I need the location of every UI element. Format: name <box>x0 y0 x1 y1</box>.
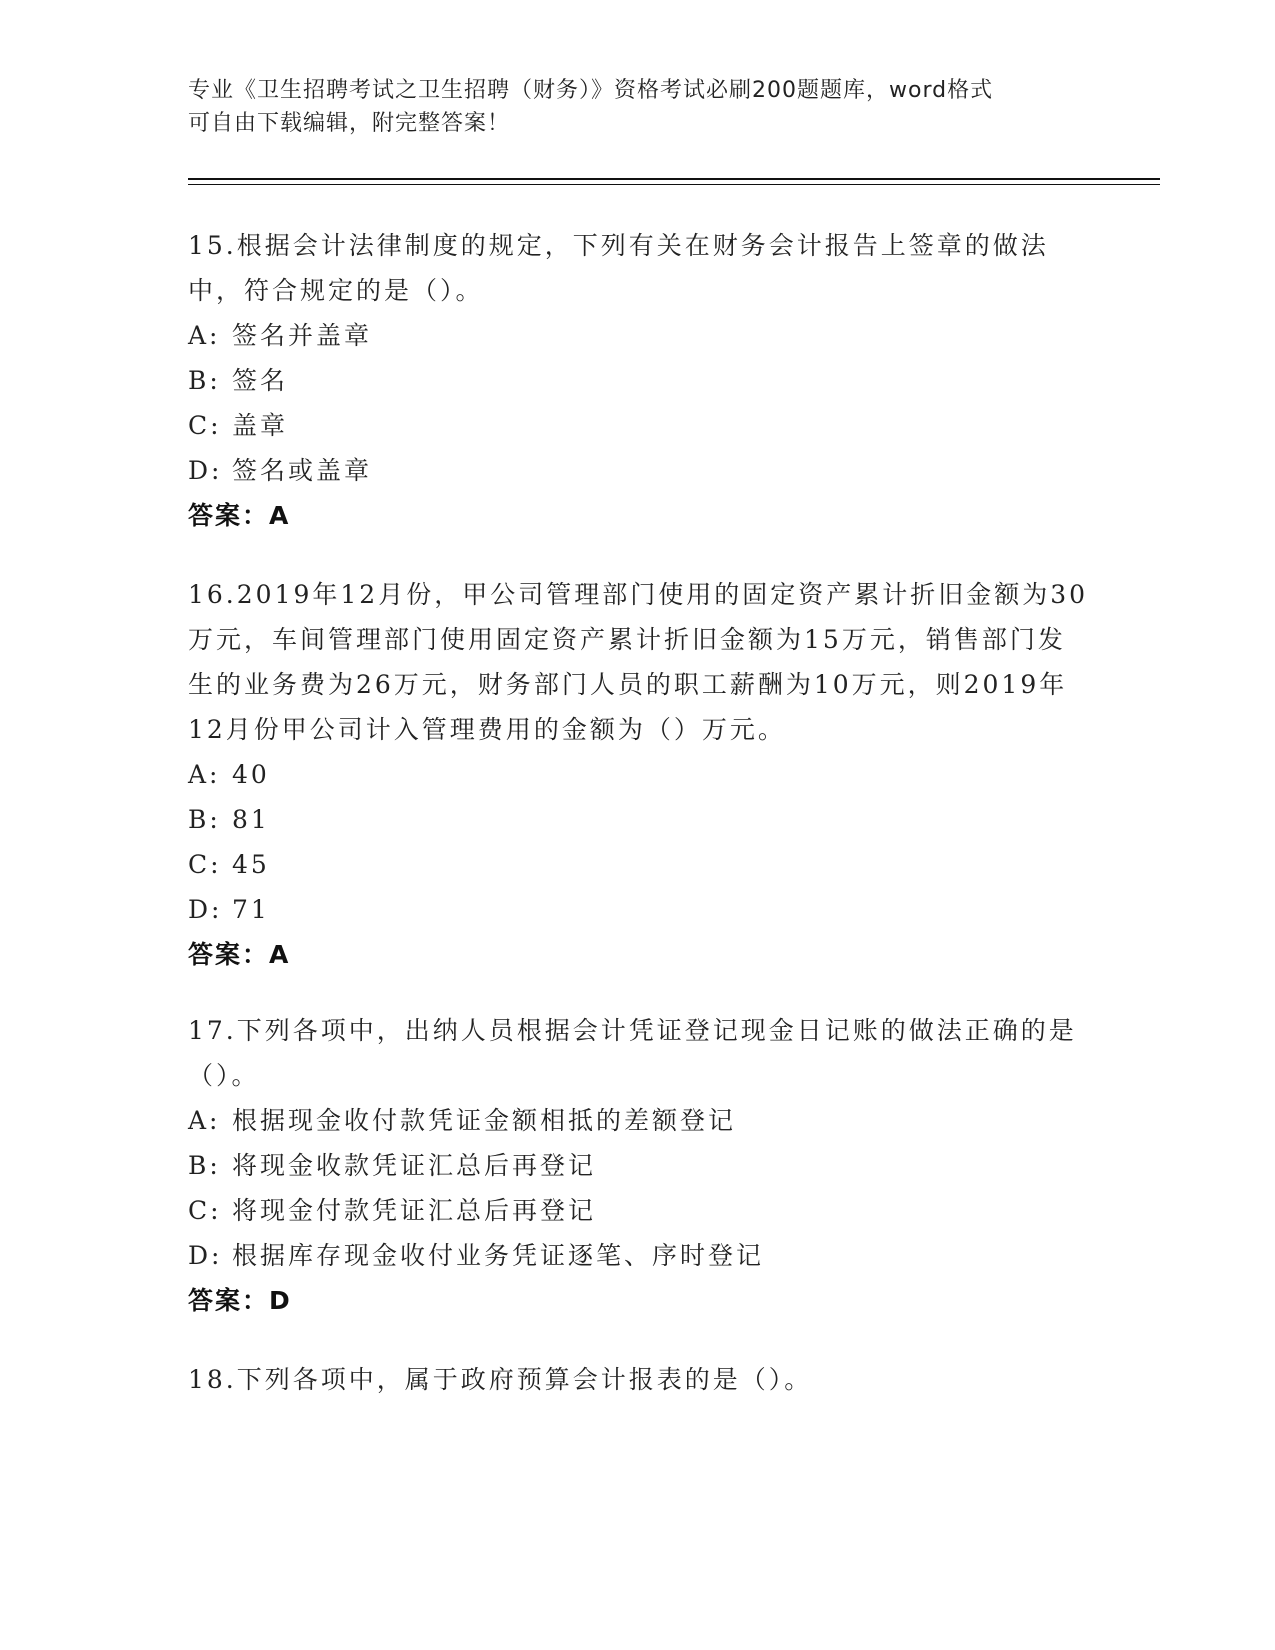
question-17 <box>188 1008 1088 1323</box>
option-letter: B: <box>188 805 221 834</box>
option-text: 盖章 <box>232 411 289 440</box>
option-text: 81 <box>232 805 270 834</box>
option-letter: D: <box>188 456 223 485</box>
option-a <box>188 313 1088 358</box>
option-text: 45 <box>232 850 270 879</box>
option-c <box>188 403 1088 448</box>
header-line-1: 专业《卫生招聘考试之卫生招聘（财务）》资格考试必刷200题题库，word格式 <box>188 78 994 103</box>
option-text: 签名 <box>232 366 289 395</box>
option-text: 将现金收款凭证汇总后再登记 <box>232 1151 597 1180</box>
option-d <box>188 1233 1088 1278</box>
question-18 <box>188 1357 1088 1402</box>
option-letter: B: <box>188 366 221 395</box>
option-letter: C: <box>188 1196 222 1225</box>
option-b <box>188 1143 1088 1188</box>
option-a <box>188 752 1088 797</box>
option-letter: D: <box>188 1241 223 1270</box>
question-16 <box>188 572 1088 977</box>
answer-line: 答案：D <box>188 1286 292 1315</box>
option-text: 根据库存现金收付业务凭证逐笔、序时登记 <box>232 1241 765 1270</box>
option-letter: D: <box>188 895 223 924</box>
question-stem: 18.下列各项中，属于政府预算会计报表的是（）。 <box>188 1365 813 1394</box>
option-letter: A: <box>188 1106 221 1135</box>
option-text: 71 <box>232 895 270 924</box>
option-text: 根据现金收付款凭证金额相抵的差额登记 <box>232 1106 737 1135</box>
option-letter: A: <box>188 760 221 789</box>
option-letter: B: <box>188 1151 221 1180</box>
question-stem: 15.根据会计法律制度的规定，下列有关在财务会计报告上签章的做法中，符合规定的是（）。 <box>188 231 1049 305</box>
option-letter: C: <box>188 411 222 440</box>
header-divider-thick <box>188 178 1160 180</box>
option-text: 将现金付款凭证汇总后再登记 <box>232 1196 597 1225</box>
option-text: 签名并盖章 <box>232 321 373 350</box>
option-letter: A: <box>188 321 221 350</box>
option-a <box>188 1098 1088 1143</box>
header-line-2: 可自由下载编辑，附完整答案！ <box>188 111 511 136</box>
option-c <box>188 842 1088 887</box>
option-letter: C: <box>188 850 222 879</box>
option-b <box>188 797 1088 842</box>
document-header <box>188 74 1088 140</box>
option-text: 签名或盖章 <box>232 456 373 485</box>
option-d <box>188 448 1088 493</box>
question-15 <box>188 223 1088 538</box>
question-stem: 17.下列各项中，出纳人员根据会计凭证登记现金日记账的做法正确的是（）。 <box>188 1016 1077 1090</box>
option-c <box>188 1188 1088 1233</box>
header-divider-thin <box>188 184 1160 185</box>
option-b <box>188 358 1088 403</box>
option-d <box>188 887 1088 932</box>
answer-line: 答案：A <box>188 501 291 530</box>
question-stem: 16.2019年12月份，甲公司管理部门使用的固定资产累计折旧金额为30万元，车间管理部门使用固定资产累计折旧金额为15万元，销售部门发生的业务费为26万元，财务部门人员的职工薪酬为10万元，则2019年12月份甲公司计入管理费用的金额为（）万元。 <box>188 580 1089 744</box>
answer-line: 答案：A <box>188 940 291 969</box>
option-text: 40 <box>232 760 270 789</box>
